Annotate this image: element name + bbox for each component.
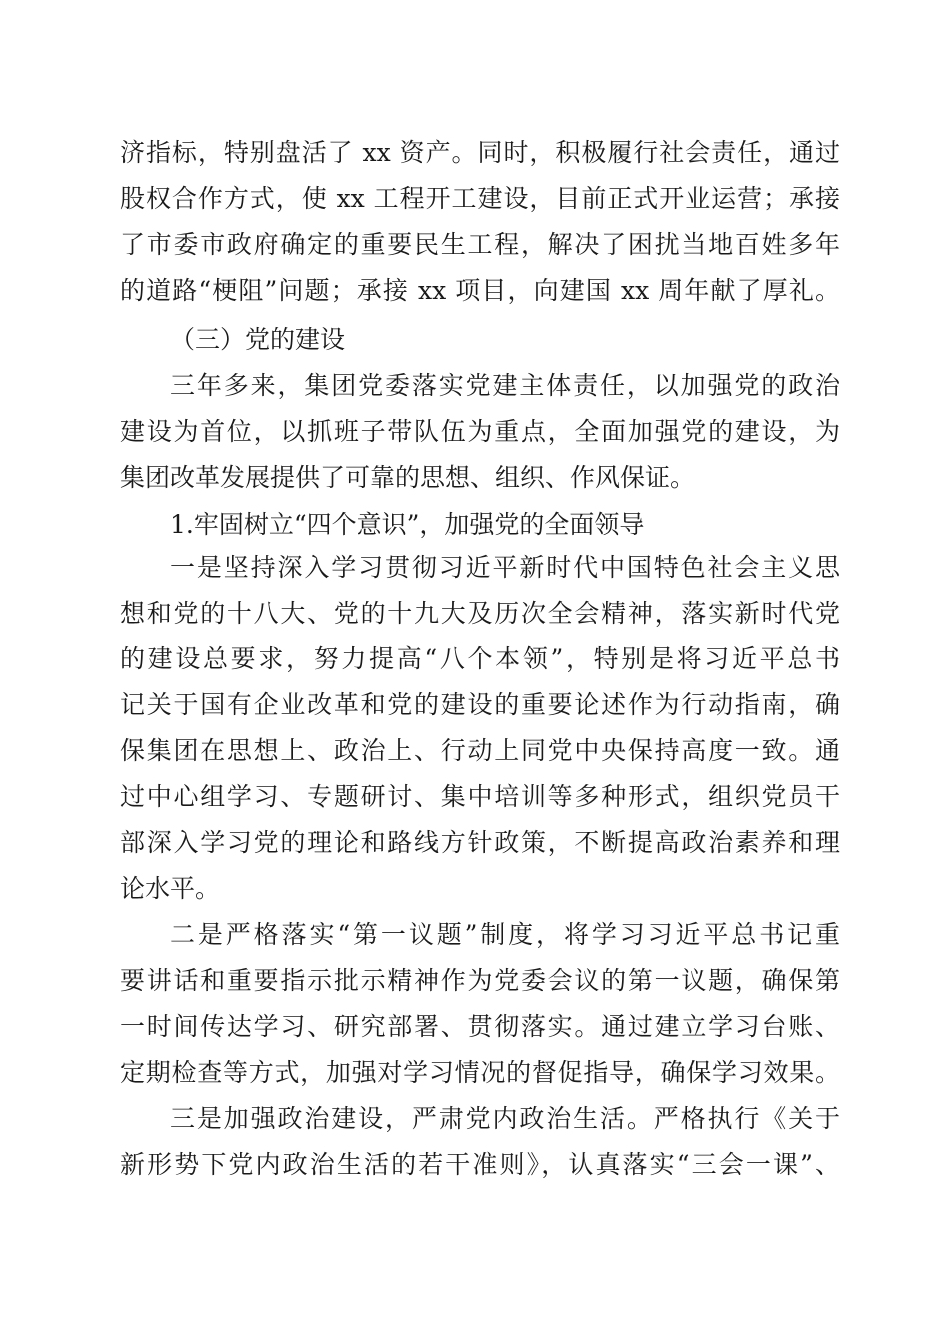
paragraph-line: 保集团在思想上、政治上、行动上同党中央保持高度一致。通 <box>120 736 840 765</box>
paragraph-line: 记关于国有企业改革和党的建设的重要论述作为行动指南，确 <box>120 690 840 719</box>
paragraph-line: 想和党的十八大、党的十九大及历次全会精神，落实新时代党 <box>120 599 840 628</box>
paragraph-line: 一是坚持深入学习贯彻习近平新时代中国特色社会主义思 <box>170 553 840 582</box>
paragraph-line: 二是严格落实“第一议题”制度，将学习习近平总书记重 <box>170 920 840 949</box>
paragraph-line: 过中心组学习、专题研讨、集中培训等多种形式，组织党员干 <box>120 782 840 811</box>
paragraph-line: 三是加强政治建设，严肃党内政治生活。严格执行《关于 <box>170 1104 840 1133</box>
paragraph-line: 论水平。 <box>120 874 221 903</box>
paragraph-line: 集团改革发展提供了可靠的思想、组织、作风保证。 <box>120 463 696 492</box>
paragraph-line: 的道路“梗阻”问题；承接 xx 项目，向建国 xx 周年献了厚礼。 <box>120 276 840 305</box>
section-heading: （三）党的建设 <box>170 325 346 354</box>
subsection-heading: 1.牢固树立“四个意识”，加强党的全面领导 <box>170 510 645 539</box>
paragraph-line: 定期检查等方式，加强对学习情况的督促指导，确保学习效果。 <box>120 1058 840 1087</box>
paragraph-line: 部深入学习党的理论和路线方针政策，不断提高政治素养和理 <box>120 828 840 857</box>
paragraph-line: 股权合作方式，使 xx 工程开工建设，目前正式开业运营；承接 <box>120 184 840 213</box>
paragraph-line: 的建设总要求，努力提高“八个本领”，特别是将习近平总书 <box>120 644 840 673</box>
paragraph-line: 三年多来，集团党委落实党建主体责任，以加强党的政治 <box>170 371 840 400</box>
paragraph-line: 了市委市政府确定的重要民生工程，解决了困扰当地百姓多年 <box>120 230 840 259</box>
paragraph-line: 济指标，特别盘活了 xx 资产。同时，积极履行社会责任，通过 <box>120 138 840 167</box>
paragraph-line: 要讲话和重要指示批示精神作为党委会议的第一议题，确保第 <box>120 966 840 995</box>
paragraph-line: 一时间传达学习、研究部署、贯彻落实。通过建立学习台账、 <box>120 1012 840 1041</box>
paragraph-line: 新形势下党内政治生活的若干准则》，认真落实“三会一课”、 <box>120 1150 840 1179</box>
paragraph-line: 建设为首位，以抓班子带队伍为重点，全面加强党的建设，为 <box>120 417 840 446</box>
